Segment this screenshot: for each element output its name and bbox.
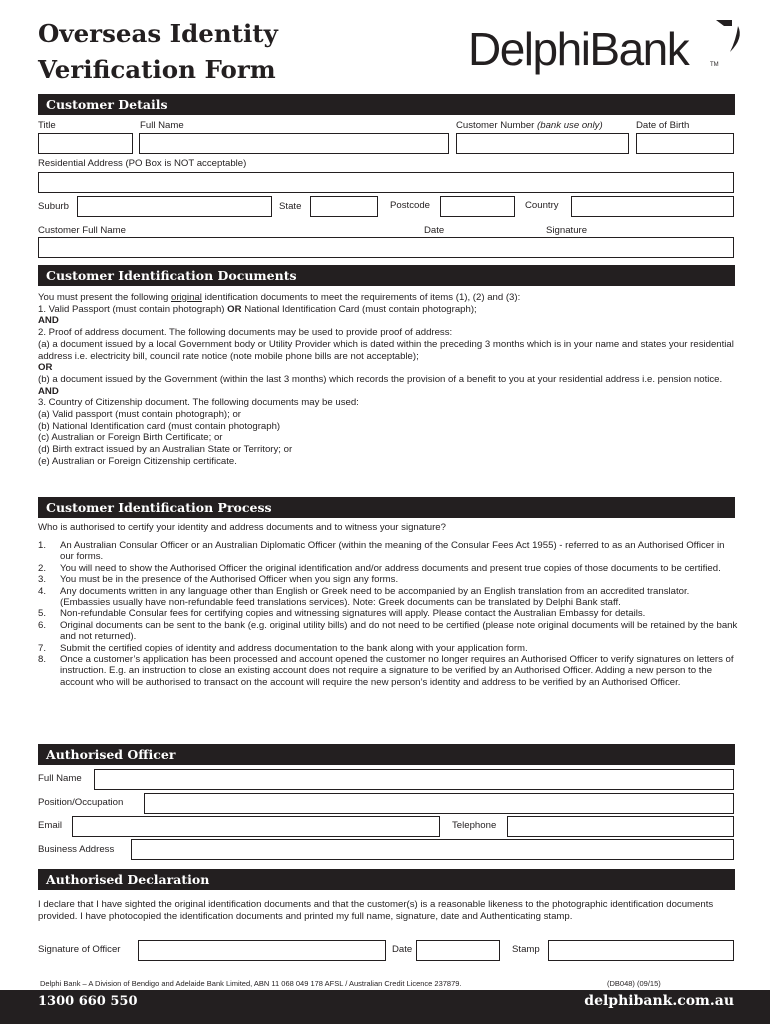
list-item [38,620,738,643]
list-item-number: 4. [38,585,47,597]
list-item-text: Submit the certified copies of identity and address documentation to the bank along with your application form. [60,642,528,654]
list-item-text: Once a customer’s application has been processed and account opened the customer no longer requires an Authorised Officer to verify signatures on letters of instruction. E.g. an instruction to close an existing account does not require a signature to be verified by an Authorised Officer. Adding a new person to the account who will be authorised to transact on the account will require the new person’s identity and address to be verified by an Authorised Officer. [60,654,734,688]
declaration-date-input[interactable] [416,940,500,961]
id-documents-intro [38,292,738,304]
list-item-number: 5. [38,608,47,620]
postcode-label: Postcode [390,200,431,211]
id-item-2: 2. Proof of address document. The following documents may be used to provide proof of address: [38,327,453,339]
state-input[interactable] [310,196,378,217]
dob-label: Date of Birth [636,120,690,131]
id-item-3: 3. Country of Citizenship document. The following documents may be used: [38,397,359,409]
id-item-3d: (d) Birth extract issued by an Australian State or Territory; or [38,444,293,456]
stamp-label: Stamp [512,944,540,955]
customer-details-header [38,94,735,115]
id-item-3b: (b) National Identification card (must contain photograph) [38,420,281,432]
id-documents-header [38,265,735,286]
title-label: Title [38,120,56,131]
state-label: State [279,201,302,212]
list-item-number: 1. [38,540,47,551]
suburb-label: Suburb [38,201,69,212]
logo-swoosh-icon [708,18,748,62]
authorised-declaration-title: Authorised Declaration [46,872,210,887]
officer-business-address-label: Business Address [38,844,115,855]
list-item-text: Any documents written in any language other than English or Greek need to be accompanied by an English translation from an accredited translator. (Embassies usually have non-refundable feed translations services). Note: Greek documents can be translated by Delphi Bank staff. [60,585,690,609]
id-item-2b: (b) a document issued by the Government (within the last 3 months) which records the provision of a benefit to you at your residential address i.e. pension notice. [38,373,723,385]
customer-full-name-label: Customer Full Name [38,225,126,236]
customer-details-title: Customer Details [46,97,168,112]
dob-input[interactable] [636,133,734,154]
officer-position-label: Position/Occupation [38,797,124,808]
officer-full-name-input[interactable] [94,769,734,790]
list-item-text: An Australian Consular Officer or an Australian Diplomatic Officer (within the meaning of the Consular Fees Act 1955) - referred to as an Authorised Officer in our forms. [60,540,725,563]
authorised-officer-title: Authorised Officer [46,747,176,762]
item1-pre: 1. Valid Passport (must contain photograph) [38,303,228,315]
id-process-question: Who is authorised to certify your identity and address documents and to witness your signature? [38,522,446,533]
list-item [38,563,738,574]
delphi-bank-logo [468,18,748,82]
list-item [38,608,738,619]
title-input[interactable] [38,133,133,154]
id-process-list [38,540,738,688]
footer-bar [0,990,770,1024]
customer-name-date-signature-box[interactable] [38,237,734,258]
customer-signature-label: Signature [546,225,588,236]
item1-post: National Identification Card (must contain photograph); [241,303,477,315]
list-item-text: Original documents can be sent to the bank (e.g. original utility bills) and do not need to be certified (please note original documents will be retained by the bank and not returned). [60,619,738,643]
list-item-number: 8. [38,654,47,666]
form-title [38,16,278,88]
id-item-3c: (c) Australian or Foreign Birth Certificate; or [38,432,223,444]
list-item-number: 2. [38,562,47,574]
list-item [38,654,738,688]
id-item-3e: (e) Australian or Foreign Citizenship certificate. [38,455,237,467]
id-or-2: OR [38,362,53,374]
id-documents-text [38,292,738,468]
id-item-3a: (a) Valid passport (must contain photograph); or [38,409,241,421]
intro-post: identification documents to meet the requirements of items (1), (2) and (3): [201,292,521,303]
authorised-officer-header [38,744,735,765]
footer-phone: 1300 660 550 [38,994,138,1009]
list-item-text: Non-refundable Consular fees for certifying copies and witnessing signatures will apply. Please contact the Australian Embassy for details. [60,608,646,620]
list-item [38,643,738,654]
postcode-input[interactable] [440,196,515,217]
declaration-text: I declare that I have sighted the original identification documents and that the customer(s) is a reasonable likeness to the photographic identification documents provided. I have photocopied the identification documents and printed my full name, signature, date and Authenticating stamp. [38,899,714,922]
logo-trademark: TM [710,62,719,68]
declaration-date-label: Date [392,944,413,955]
full-name-label: Full Name [140,120,184,131]
officer-position-input[interactable] [144,793,734,814]
list-item-number: 6. [38,619,47,631]
suburb-input[interactable] [77,196,272,217]
officer-full-name-label: Full Name [38,773,82,784]
list-item-number: 3. [38,574,47,586]
customer-date-label: Date [424,225,445,236]
officer-telephone-label: Telephone [452,820,497,831]
officer-telephone-input[interactable] [507,816,734,837]
id-and-2: AND [38,385,59,397]
list-item [38,540,738,563]
residential-address-input[interactable] [38,172,734,193]
country-label: Country [525,200,559,211]
form-title-line-2: Verification Form [38,55,276,84]
form-title-line-1: Overseas Identity [38,19,278,48]
customer-number-label-text: Customer Number [456,120,535,131]
full-name-input[interactable] [139,133,449,154]
footer-form-code: (DB048) (09/15) [607,979,661,988]
customer-number-input[interactable] [456,133,629,154]
officer-business-address-input[interactable] [131,839,734,860]
officer-signature-input[interactable] [138,940,386,961]
officer-email-input[interactable] [72,816,440,837]
intro-original: original [170,292,202,303]
list-item-text: You must be in the presence of the Authorised Officer when you sign any forms. [60,574,399,586]
list-item-number: 7. [38,642,47,654]
address-label: Residential Address (PO Box is NOT acceptable) [38,158,247,169]
id-process-title: Customer Identification Process [46,500,272,515]
officer-email-label: Email [38,820,62,831]
footer-website: delphibank.com.au [584,993,734,1009]
intro-pre: You must present the following [38,292,171,303]
authorised-declaration-header [38,869,735,890]
list-item-text: You will need to show the Authorised Officer the original identification and/or address documents and present true copies of those documents to be certified. [60,562,721,574]
id-documents-title: Customer Identification Documents [46,268,297,283]
customer-number-label [456,120,603,132]
customer-number-note: (bank use only) [537,120,603,131]
country-input[interactable] [571,196,734,217]
list-item [38,586,738,609]
stamp-box[interactable] [548,940,734,961]
id-and-1: AND [38,315,59,327]
footer-legal: Delphi Bank – A Division of Bendigo and Adelaide Bank Limited, ABN 11 068 049 178 AFSL / Australian Credit Licence 237879. [40,979,462,988]
id-item-2a: (a) a document issued by a local Government body or Utility Provider which is dated within the preceding 3 months which is in your name and states your residential address i.e. electricity bill, council rate notice (note mobile phone bills are not acceptable); [38,338,734,362]
id-item-1 [38,304,738,316]
list-item [38,574,738,585]
item1-or: OR [227,303,242,315]
id-process-header [38,497,735,518]
logo-wordmark: DelphiBank [468,23,689,75]
officer-signature-label: Signature of Officer [38,944,121,955]
